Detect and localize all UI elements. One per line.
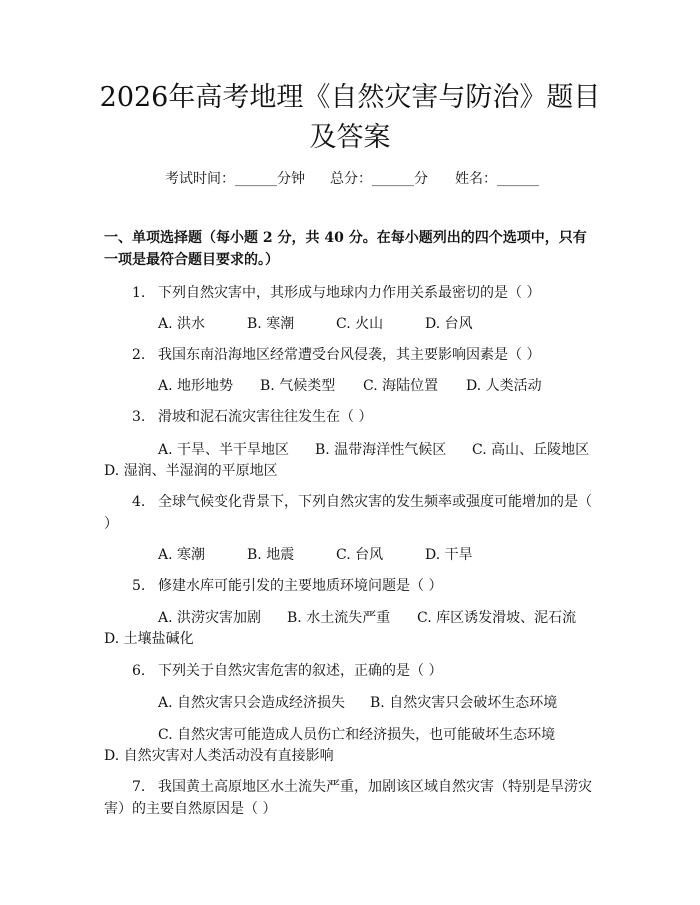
question-1-option-d: D. 台风	[425, 316, 473, 332]
question-3-option-c: C. 高山、丘陵地区	[472, 442, 590, 458]
question-1-option-a: A. 洪水	[158, 316, 206, 332]
question-5-option-a: A. 洪涝灾害加剧	[158, 610, 262, 626]
question-1-stem	[104, 282, 596, 304]
question-2-option-b: B. 气候类型	[260, 378, 336, 394]
question-number: 5.	[132, 578, 146, 594]
question-text: 我国东南沿海地区经常遭受台风侵袭，其主要影响因素是（ ）	[158, 347, 541, 363]
question-text: 下列关于自然灾害危害的叙述，正确的是（ ）	[158, 663, 443, 679]
question-5-option-b: B. 水土流失严重	[287, 610, 391, 626]
question-4-stem	[104, 491, 596, 535]
question-number: 4.	[132, 494, 146, 510]
question-1-option-b: B. 寒潮	[247, 316, 295, 332]
question-3-option-d: D. 湿润、半湿润的平原地区	[104, 463, 278, 479]
question-2-option-d: D. 人类活动	[466, 378, 542, 394]
question-1-option-c: C. 火山	[336, 316, 384, 332]
question-text: 滑坡和泥石流灾害往往发生在（ ）	[158, 409, 373, 425]
question-text: 全球气候变化背景下，下列自然灾害的发生频率或强度可能增加的是（ ）	[104, 494, 592, 532]
question-2-option-c: C. 海陆位置	[363, 378, 439, 394]
question-6-option-c: C. 自然灾害可能造成人员伤亡和经济损失，也可能破坏生态环境	[158, 727, 556, 743]
question-text: 修建水库可能引发的主要地质环境问题是（ ）	[158, 578, 443, 594]
question-number: 2.	[132, 347, 146, 363]
student-name: 姓名：______	[455, 171, 539, 187]
question-3-stem	[104, 406, 596, 428]
question-4-option-d: D. 干旱	[425, 547, 473, 563]
question-2-option-a: A. 地形地势	[158, 378, 234, 394]
question-number: 3.	[132, 409, 146, 425]
question-2-stem	[104, 344, 596, 366]
question-4-option-c: C. 台风	[336, 547, 384, 563]
question-3-option-b: B. 温带海洋性气候区	[315, 442, 447, 458]
question-3-option-a: A. 干旱、半干旱地区	[158, 442, 290, 458]
question-text: 下列自然灾害中，其形成与地球内力作用关系最密切的是（ ）	[158, 285, 541, 301]
question-number: 1.	[132, 285, 146, 301]
question-6-option-d: D. 自然灾害对人类活动没有直接影响	[104, 748, 334, 764]
page-title: 2026年高考地理《自然灾害与防治》题目及答案	[99, 82, 601, 153]
section-heading: 一、单项选择题（每小题 2 分，共 40 分。在每小题列出的四个选项中，只有一项是最符合题目要求的。）	[104, 230, 587, 268]
question-5-option-d: D. 土壤盐碱化	[104, 631, 194, 647]
question-5-option-c: C. 库区诱发滑坡、泥石流	[417, 610, 577, 626]
question-7-stem	[104, 776, 596, 820]
question-6-stem	[104, 660, 596, 682]
question-4-option-a: A. 寒潮	[158, 547, 206, 563]
question-text: 我国黄土高原地区水土流失严重，加剧该区域自然灾害（特别是旱涝灾害）的主要自然原因是（ ）	[104, 779, 592, 817]
question-5-stem	[104, 575, 596, 597]
question-4-option-b: B. 地震	[247, 547, 295, 563]
question-6-option-b: B. 自然灾害只会破坏生态环境	[370, 695, 558, 711]
exam-time: 考试时间：______分钟	[165, 171, 305, 187]
question-number: 6.	[132, 663, 146, 679]
question-6-option-a: A. 自然灾害只会造成经济损失	[158, 695, 346, 711]
question-number: 7.	[132, 779, 146, 795]
exam-score: 总分：______分	[330, 171, 428, 187]
